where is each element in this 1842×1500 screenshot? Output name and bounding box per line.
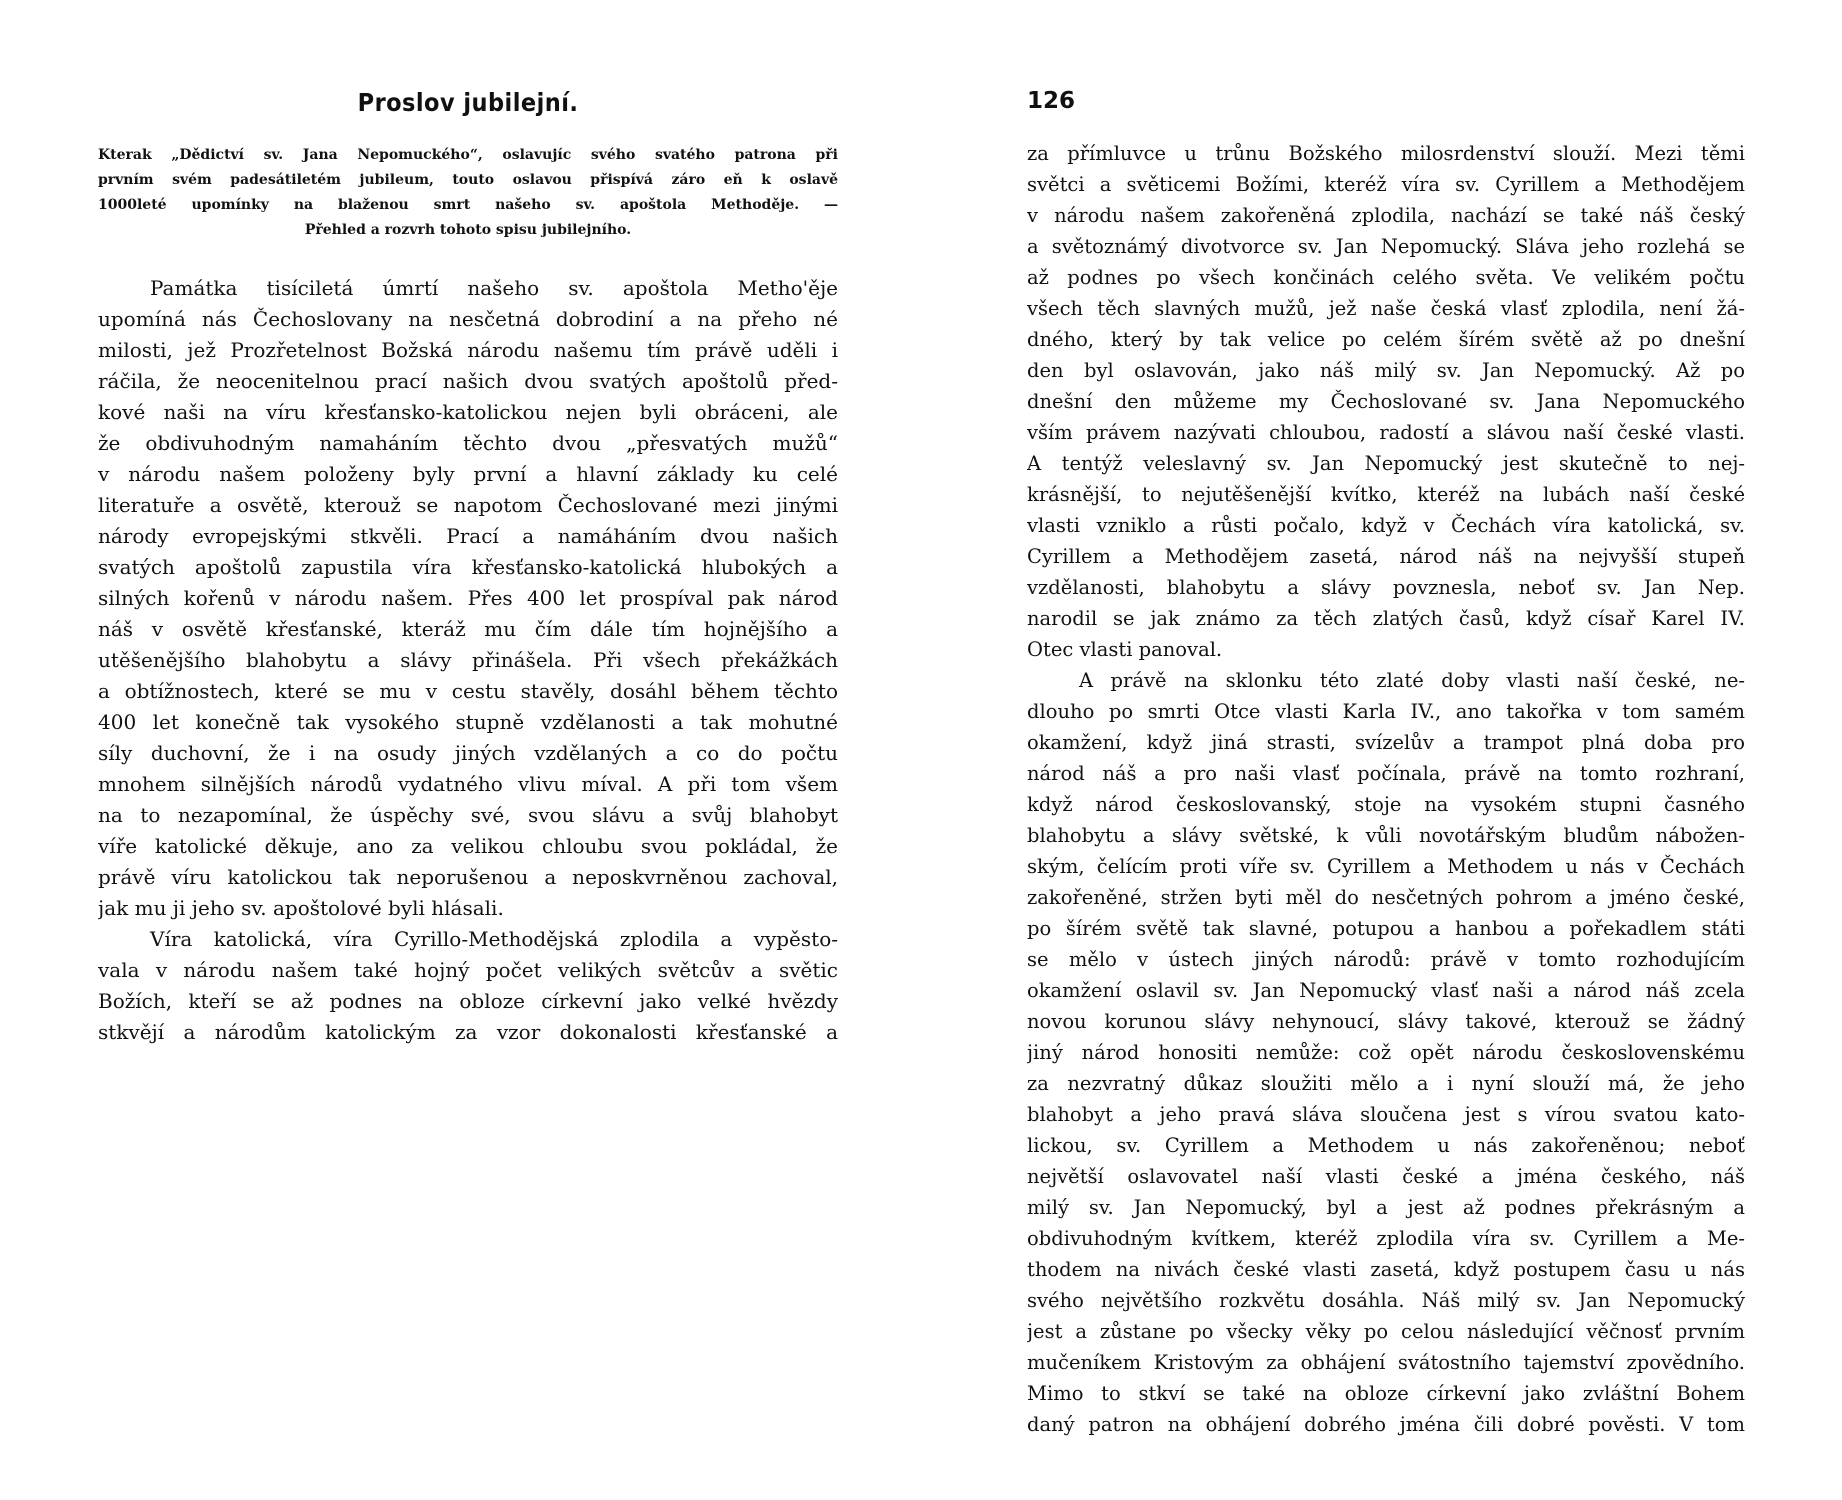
text-line: ským, čelícím proti víře sv. Cyrillem a Methodem u nás v Čechách — [1027, 855, 1745, 878]
text-line: obdivuhodným kvítkem, kteréž zplodila víra sv. Cyrillem a Me- — [1027, 1227, 1745, 1250]
text-line: na to nezapomínal, že úspěchy své, svou slávu a svůj blahobyt — [98, 803, 838, 827]
text-line: svého největšího rozkvětu dosáhla. Náš milý sv. Jan Nepomucký — [1027, 1289, 1745, 1312]
text-line: dného, který by tak velice po celém šírém světě až po dnešní — [1027, 328, 1745, 351]
text-line: až podnes po všech končinách celého světa. Ve velikém počtu — [1027, 266, 1745, 289]
text-line: svatých apoštolů zapustila víra křesťansko-katolická hlubokých a — [98, 555, 838, 579]
text-line: Památka tisíciletá úmrtí našeho sv. apoštola Metho'ěje — [150, 276, 838, 300]
text-line: silných kořenů v národu našem. Přes 400 let prospíval pak národ — [98, 586, 838, 610]
text-line: za přímluvce u trůnu Božského milosrdenství slouží. Mezi těmi — [1027, 142, 1745, 165]
text-line: den byl oslavován, jako náš milý sv. Jan Nepomucký. Až po — [1027, 359, 1745, 382]
text-line: literatuře a osvětě, kterouž se napotom Čechoslované mezi jinými — [98, 493, 838, 517]
text-line: A právě na sklonku této zlaté doby vlasti naší české, ne- — [1079, 669, 1745, 692]
text-line: dlouho po smrti Otce vlasti Karla IV., ano takořka v tom samém — [1027, 700, 1745, 723]
text-line: jiný národ honositi nemůže: což opět národu československému — [1027, 1041, 1745, 1064]
text-line: Mimo to stkví se také na obloze církevní jako zvláštní Bohem — [1027, 1382, 1745, 1405]
text-line: že obdivuhodným namaháním těchto dvou „přesvatých mužů“ — [98, 431, 838, 455]
text-line: národy evropejskými stkvěli. Prací a namáháním dvou našich — [98, 524, 838, 548]
text-line: vzdělanosti, blahobytu a slávy povznesla, neboť sv. Jan Nep. — [1027, 576, 1745, 599]
text-line: vším právem nazývati chloubou, radostí a slávou naší české vlasti. — [1027, 421, 1745, 444]
text-line: vala v národu našem také hojný počet velikých světcův a světic — [98, 958, 838, 982]
text-line: Božích, kteří se až podnes na obloze církevní jako velké hvězdy — [98, 989, 838, 1013]
summary-line: Kterak „Dědictví sv. Jana Nepomuckého“, oslavujíc svého svatého patrona při — [98, 147, 838, 163]
left-page — [98, 0, 838, 1500]
text-line: náš v osvětě křesťanské, kteráž mu čím dále tím hojnějšího a — [98, 617, 838, 641]
text-line: národ náš a pro naši vlasť počínala, právě na tomto rozhraní, — [1027, 762, 1745, 785]
text-line: když národ českoslovanský, stoje na vysokém stupni časného — [1027, 793, 1745, 816]
text-line: mnohem silnějších národů vydatného vlivu míval. A při tom všem — [98, 772, 838, 796]
text-line: Víra katolická, víra Cyrillo-Methodějská zplodila a vypěsto- — [150, 927, 838, 951]
text-line: blahobytu a slávy světské, k vůli novotářským bludům nábožen- — [1027, 824, 1745, 847]
summary-line: 1000leté upomínky na blaženou smrt našeho sv. apoštola Methoděje. — — [98, 197, 838, 213]
text-line: 400 let konečně tak vysokého stupně vzdělanosti a tak mohutné — [98, 710, 838, 734]
text-line: v národu našem položeny byly první a hlavní základy ku celé — [98, 462, 838, 486]
running-head: Proslov jubilejní. — [357, 88, 579, 117]
text-line: narodil se jak známo za těch zlatých časů, když císař Karel IV. — [1027, 607, 1745, 630]
text-line: milosti, jež Prozřetelnost Božská národu našemu tím právě uděli i — [98, 338, 838, 362]
text-line: daný patron na obhájení dobrého jména čili dobré pověsti. V tom — [1027, 1413, 1745, 1436]
text-line: blahobyt a jeho pravá sláva sloučena jest s vírou svatou kato- — [1027, 1103, 1745, 1126]
text-line: novou korunou slávy nehynoucí, slávy takové, kterouž se žádný — [1027, 1010, 1745, 1033]
left-body-text — [98, 273, 838, 1048]
text-line: utěšenějšího blahobytu a slávy přinášela. Při všech překážkách — [98, 648, 838, 672]
summary-line: prvním svém padesátiletém jubileum, touto oslavou přispívá záro eň k oslavě — [98, 172, 838, 188]
text-line: síly duchovní, že i na osudy jiných vzdělaných a co do počtu — [98, 741, 838, 765]
text-line: po šírém světě tak slavné, potupou a hanbou a pořekadlem státi — [1027, 917, 1745, 940]
text-line: stkvějí a národům katolickým za vzor dokonalosti křesťanské a — [98, 1020, 838, 1044]
text-line: okamžení, když jiná strasti, svízelův a trampot plná doba pro — [1027, 731, 1745, 754]
text-line: jest a zůstane po všecky věky po celou následující věčnosť prvním — [1027, 1320, 1745, 1343]
text-line: krásnější, to nejutěšenější kvítko, kteréž na lubách naší české — [1027, 483, 1745, 506]
text-line: ráčila, že neocenitelnou prací našich dvou svatých apoštolů před- — [98, 369, 838, 393]
text-line: kové naši na víru křesťansko-katolickou nejen byli obráceni, ale — [98, 400, 838, 424]
page-number: 126 — [1027, 88, 1076, 114]
text-line: Cyrillem a Methodějem zasetá, národ náš na nejvyšší stupeň — [1027, 545, 1745, 568]
text-line: zakořeněné, stržen byti měl do nesčetných pohrom a jméno české, — [1027, 886, 1745, 909]
text-line: mučeníkem Kristovým za obhájení svátostního tajemství zpovědního. — [1027, 1351, 1745, 1374]
text-line: upomíná nás Čechoslovany na nesčetná dobrodiní a na přeho né — [98, 307, 838, 331]
summary-line: Přehled a rozvrh tohoto spisu jubilejního. — [304, 222, 632, 238]
text-line: světci a světicemi Božími, kteréž víra sv. Cyrillem a Methodějem — [1027, 173, 1745, 196]
text-line: milý sv. Jan Nepomucký, byl a jest až podnes překrásným a — [1027, 1196, 1745, 1219]
chapter-summary — [98, 143, 838, 243]
text-line: A tentýž veleslavný sv. Jan Nepomucký jest skutečně to nej- — [1027, 452, 1745, 475]
text-line: thodem na nivách české vlasti zasetá, když postupem času u nás — [1027, 1258, 1745, 1281]
text-line: a obtížnostech, které se mu v cestu stavěly, dosáhl během těchto — [98, 679, 838, 703]
text-line: za nezvratný důkaz sloužiti mělo a i nyní slouží má, že jeho — [1027, 1072, 1745, 1095]
text-line: Otec vlasti panoval. — [1027, 638, 1223, 661]
text-line: všech těch slavných mužů, jež naše česká vlasť zplodila, není žá- — [1027, 297, 1745, 320]
text-line: jak mu ji jeho sv. apoštolové byli hlásali. — [98, 896, 504, 920]
text-line: okamžení oslavil sv. Jan Nepomucký vlasť naši a národ náš zcela — [1027, 979, 1745, 1002]
text-line: největší oslavovatel naší vlasti české a jména českého, náš — [1027, 1165, 1745, 1188]
text-line: a světoznámý divotvorce sv. Jan Nepomucký. Sláva jeho rozlehá se — [1027, 235, 1745, 258]
text-line: lickou, sv. Cyrillem a Methodem u nás zakořeněnou; neboť — [1027, 1134, 1745, 1157]
text-line: dnešní den můžeme my Čechoslované sv. Jana Nepomuckého — [1027, 390, 1745, 413]
text-line: se mělo v ústech jiných národů: právě v tomto rozhodujícím — [1027, 948, 1745, 971]
text-line: právě víru katolickou tak neporušenou a neposkvrněnou zachoval, — [98, 865, 838, 889]
text-line: vlasti vzniklo a růsti počalo, když v Čechách víra katolická, sv. — [1027, 514, 1745, 537]
text-line: v národu našem zakořeněná zplodila, nachází se také náš český — [1027, 204, 1745, 227]
text-line: víře katolické děkuje, ano za velikou chloubu svou pokládal, že — [98, 834, 838, 858]
right-body-text — [1027, 138, 1745, 1440]
right-page — [1027, 0, 1745, 1500]
